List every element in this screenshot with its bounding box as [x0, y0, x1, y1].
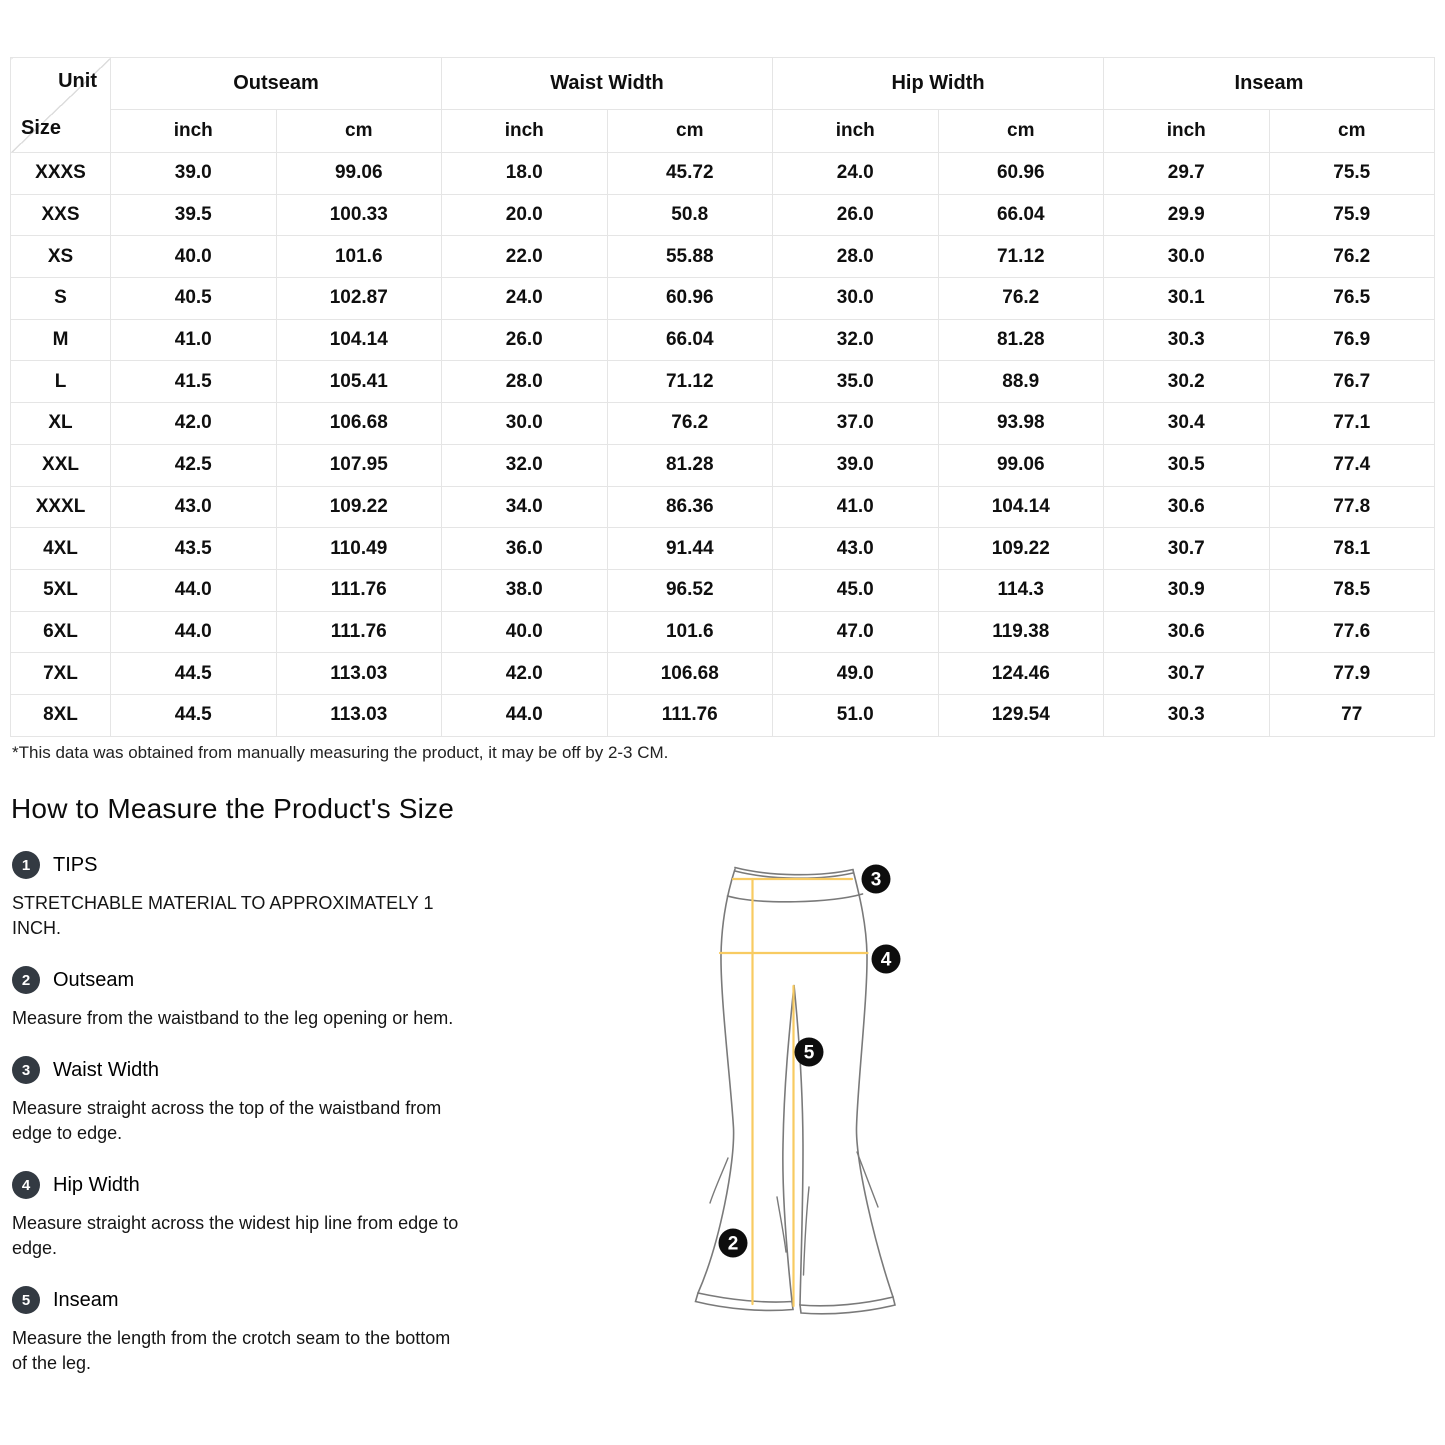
diagram-marker-outseam: 2: [727, 1233, 739, 1255]
step-badge: 1: [12, 851, 40, 879]
unit-header-waist-cm: cm: [607, 110, 773, 153]
measurement-value: 41.0: [773, 486, 939, 528]
measurement-value: 78.5: [1269, 569, 1435, 611]
step-badge: 4: [12, 1171, 40, 1199]
measurement-value: 60.96: [938, 153, 1104, 195]
measurement-value: 30.3: [1104, 319, 1270, 361]
measurement-value: 102.87: [276, 278, 442, 320]
measurement-value: 76.2: [1269, 236, 1435, 278]
measurement-value: 47.0: [773, 611, 939, 653]
measurement-value: 100.33: [276, 194, 442, 236]
measurement-value: 42.5: [111, 444, 277, 486]
measurement-value: 86.36: [607, 486, 773, 528]
size-row-4xl: [11, 528, 1435, 570]
measure-item-outseam: [12, 963, 572, 1031]
measurement-value: 30.6: [1104, 486, 1270, 528]
measurement-value: 30.0: [773, 278, 939, 320]
measurement-value: 106.68: [276, 403, 442, 445]
measurement-value: 71.12: [607, 361, 773, 403]
measure-instructions: [12, 848, 572, 1398]
measurement-value: 42.0: [111, 403, 277, 445]
measurement-value: 30.5: [1104, 444, 1270, 486]
measurement-value: 104.14: [276, 319, 442, 361]
measurement-value: 111.76: [607, 694, 773, 736]
measurement-value: 55.88: [607, 236, 773, 278]
unit-header-outseam-cm: cm: [276, 110, 442, 153]
measurement-value: 39.5: [111, 194, 277, 236]
size-label: 8XL: [11, 694, 111, 736]
size-label: XXXS: [11, 153, 111, 195]
size-row-xxxl: [11, 486, 1435, 528]
size-label: XS: [11, 236, 111, 278]
measurement-value: 37.0: [773, 403, 939, 445]
measurement-value: 104.14: [938, 486, 1104, 528]
measure-item-title-row: [12, 848, 572, 882]
measurement-value: 39.0: [773, 444, 939, 486]
measure-item-description: Measure straight across the top of the waistband from edge to edge.: [12, 1098, 442, 1143]
size-label: M: [11, 319, 111, 361]
measurement-value: 22.0: [442, 236, 608, 278]
measurement-value: 114.3: [938, 569, 1104, 611]
measurement-value: 66.04: [938, 194, 1104, 236]
measurement-value: 24.0: [442, 278, 608, 320]
measurement-value: 77.6: [1269, 611, 1435, 653]
measure-item-tips: [12, 848, 572, 941]
measurement-value: 39.0: [111, 153, 277, 195]
size-label: 6XL: [11, 611, 111, 653]
measurement-value: 29.9: [1104, 194, 1270, 236]
measurement-value: 32.0: [442, 444, 608, 486]
measurement-value: 30.1: [1104, 278, 1270, 320]
measure-item-title: Hip Width: [53, 1173, 140, 1196]
measurement-value: 107.95: [276, 444, 442, 486]
size-chart-table: [10, 57, 1435, 737]
measurement-value: 78.1: [1269, 528, 1435, 570]
measurement-value: 26.0: [773, 194, 939, 236]
size-label: XXL: [11, 444, 111, 486]
measurement-value: 99.06: [276, 153, 442, 195]
section-heading: How to Measure the Product's Size: [11, 793, 455, 824]
measurement-value: 81.28: [938, 319, 1104, 361]
measurement-value: 38.0: [442, 569, 608, 611]
measure-item-inseam: [12, 1283, 572, 1376]
measurement-value: 28.0: [442, 361, 608, 403]
measurement-value: 51.0: [773, 694, 939, 736]
measurement-value: 45.72: [607, 153, 773, 195]
measurement-value: 34.0: [442, 486, 608, 528]
measure-item-title-row: [12, 1053, 572, 1087]
measurement-value: 32.0: [773, 319, 939, 361]
measurement-value: 30.0: [442, 403, 608, 445]
measurement-value: 36.0: [442, 528, 608, 570]
measurement-value: 40.0: [111, 236, 277, 278]
measurement-value: 45.0: [773, 569, 939, 611]
size-row-5xl: [11, 569, 1435, 611]
table-footnote: *This data was obtained from manually measuring the product, it may be off by 2-3 CM.: [12, 743, 669, 762]
group-header-row: [11, 58, 1435, 110]
size-row-m: [11, 319, 1435, 361]
size-row-6xl: [11, 611, 1435, 653]
size-label: XXXL: [11, 486, 111, 528]
step-badge: 2: [12, 966, 40, 994]
size-row-xs: [11, 236, 1435, 278]
size-row-xl: [11, 403, 1435, 445]
measurement-value: 44.0: [111, 611, 277, 653]
measurement-value: 111.76: [276, 611, 442, 653]
measurement-value: 30.9: [1104, 569, 1270, 611]
measurement-value: 119.38: [938, 611, 1104, 653]
corner-size-label: Size: [21, 117, 62, 139]
measurement-value: 30.0: [1104, 236, 1270, 278]
size-row-xxs: [11, 194, 1435, 236]
size-row-l: [11, 361, 1435, 403]
measurement-value: 44.0: [111, 569, 277, 611]
measurement-value: 81.28: [607, 444, 773, 486]
measurement-value: 110.49: [276, 528, 442, 570]
measurement-value: 35.0: [773, 361, 939, 403]
unit-header-hip-inch: inch: [773, 110, 939, 153]
measurement-value: 29.7: [1104, 153, 1270, 195]
measurement-value: 30.7: [1104, 653, 1270, 695]
diagram-marker-inseam: 5: [803, 1042, 815, 1064]
group-header-hip-width: Hip Width: [773, 58, 1104, 110]
measurement-value: 30.7: [1104, 528, 1270, 570]
measurement-value: 77: [1269, 694, 1435, 736]
measurement-value: 41.5: [111, 361, 277, 403]
measure-item-title-row: [12, 1168, 572, 1202]
measurement-value: 49.0: [773, 653, 939, 695]
measurement-value: 88.9: [938, 361, 1104, 403]
measurement-value: 77.8: [1269, 486, 1435, 528]
measurement-value: 106.68: [607, 653, 773, 695]
measurement-value: 26.0: [442, 319, 608, 361]
measure-item-title: Inseam: [53, 1288, 119, 1311]
measure-item-hip-width: [12, 1168, 572, 1261]
step-badge: 5: [12, 1286, 40, 1314]
size-row-s: [11, 278, 1435, 320]
measurement-value: 93.98: [938, 403, 1104, 445]
measurement-value: 76.2: [938, 278, 1104, 320]
measurement-value: 113.03: [276, 653, 442, 695]
measurement-value: 77.9: [1269, 653, 1435, 695]
measurement-value: 101.6: [607, 611, 773, 653]
measurement-value: 42.0: [442, 653, 608, 695]
measurement-value: 40.5: [111, 278, 277, 320]
unit-header-waist-inch: inch: [442, 110, 608, 153]
pants-diagram: [660, 845, 960, 1315]
measure-item-description: Measure from the waistband to the leg opening or hem.: [12, 1008, 454, 1028]
size-row-xxxs: [11, 153, 1435, 195]
measurement-value: 109.22: [276, 486, 442, 528]
measurement-value: 96.52: [607, 569, 773, 611]
size-row-7xl: [11, 653, 1435, 695]
measurement-value: 43.0: [111, 486, 277, 528]
group-header-outseam: Outseam: [111, 58, 442, 110]
measure-item-title-row: [12, 1283, 572, 1317]
measurement-value: 44.0: [442, 694, 608, 736]
measure-item-title: Waist Width: [53, 1058, 159, 1081]
measurement-value: 41.0: [111, 319, 277, 361]
measure-item-description: Measure straight across the widest hip line from edge to edge.: [12, 1213, 459, 1258]
corner-unit-label: Unit: [58, 70, 97, 92]
measurement-value: 66.04: [607, 319, 773, 361]
size-row-xxl: [11, 444, 1435, 486]
size-label: 5XL: [11, 569, 111, 611]
unit-header-hip-cm: cm: [938, 110, 1104, 153]
measurement-value: 44.5: [111, 653, 277, 695]
size-label: 7XL: [11, 653, 111, 695]
measurement-value: 71.12: [938, 236, 1104, 278]
measurement-value: 124.46: [938, 653, 1104, 695]
diagram-marker-waist: 3: [870, 869, 882, 891]
measurement-value: 76.7: [1269, 361, 1435, 403]
measure-item-title: TIPS: [53, 853, 98, 876]
measurement-value: 77.1: [1269, 403, 1435, 445]
size-label: S: [11, 278, 111, 320]
measurement-value: 30.4: [1104, 403, 1270, 445]
measurement-value: 111.76: [276, 569, 442, 611]
measurement-value: 30.2: [1104, 361, 1270, 403]
measurement-value: 109.22: [938, 528, 1104, 570]
measurement-value: 44.5: [111, 694, 277, 736]
group-header-waist-width: Waist Width: [442, 58, 773, 110]
size-label: XL: [11, 403, 111, 445]
measure-item-title: Outseam: [53, 968, 135, 991]
measurement-value: 99.06: [938, 444, 1104, 486]
measurement-value: 105.41: [276, 361, 442, 403]
step-badge: 3: [12, 1056, 40, 1084]
measurement-value: 28.0: [773, 236, 939, 278]
measurement-value: 101.6: [276, 236, 442, 278]
measure-item-waist-width: [12, 1053, 572, 1146]
measurement-value: 30.3: [1104, 694, 1270, 736]
measurement-value: 24.0: [773, 153, 939, 195]
measurement-value: 76.2: [607, 403, 773, 445]
measurement-value: 60.96: [607, 278, 773, 320]
measurement-value: 20.0: [442, 194, 608, 236]
group-header-inseam: Inseam: [1104, 58, 1435, 110]
measurement-value: 40.0: [442, 611, 608, 653]
measure-item-description: STRETCHABLE MATERIAL TO APPROXIMATELY 1 INCH.: [12, 893, 434, 938]
unit-size-corner-cell: [11, 58, 111, 153]
measurement-value: 76.9: [1269, 319, 1435, 361]
measurement-value: 113.03: [276, 694, 442, 736]
measurement-value: 76.5: [1269, 278, 1435, 320]
measurement-value: 75.5: [1269, 153, 1435, 195]
size-label: XXS: [11, 194, 111, 236]
measurement-value: 129.54: [938, 694, 1104, 736]
unit-header-inseam-cm: cm: [1269, 110, 1435, 153]
size-row-8xl: [11, 694, 1435, 736]
measurement-value: 43.5: [111, 528, 277, 570]
measurement-value: 91.44: [607, 528, 773, 570]
measurement-value: 75.9: [1269, 194, 1435, 236]
size-label: L: [11, 361, 111, 403]
measure-item-description: Measure the length from the crotch seam to the bottom of the leg.: [12, 1328, 451, 1373]
unit-header-row: [11, 110, 1435, 153]
measurement-value: 77.4: [1269, 444, 1435, 486]
measurement-value: 43.0: [773, 528, 939, 570]
measure-item-title-row: [12, 963, 572, 997]
unit-header-inseam-inch: inch: [1104, 110, 1270, 153]
measurement-value: 50.8: [607, 194, 773, 236]
measurement-value: 18.0: [442, 153, 608, 195]
pants-illustration: [660, 845, 960, 1315]
diagram-marker-hip: 4: [880, 949, 892, 971]
size-label: 4XL: [11, 528, 111, 570]
measurement-value: 30.6: [1104, 611, 1270, 653]
unit-header-outseam-inch: inch: [111, 110, 277, 153]
